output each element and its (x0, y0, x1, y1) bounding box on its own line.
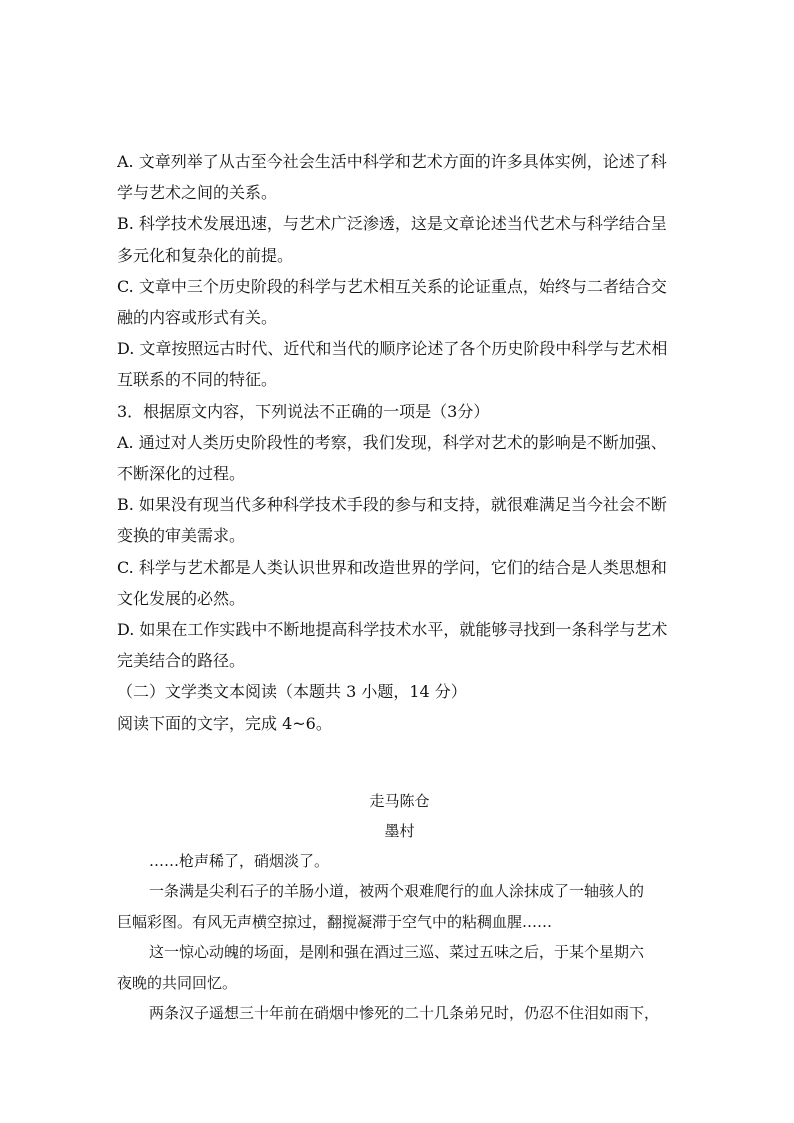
option-c-line-1: C. 文章中三个历史阶段的科学与艺术相互关系的论证重点，始终与二者结合交 (117, 276, 667, 296)
story-paragraph-3-line-2: 夜晚的共同回忆。 (117, 973, 238, 992)
q3-option-b-line-2: 变换的审美需求。 (117, 526, 246, 546)
question-3-stem: 3．根据原文内容，下列说法不正确的一项是（3分） (117, 401, 490, 421)
option-d-line-1: D. 文章按照远古时代、近代和当代的顺序论述了各个历史阶段中科学与艺术相 (117, 339, 668, 359)
story-passage (117, 786, 682, 1029)
story-paragraph-3-line-1: 这一惊心动魄的场面，是刚和强在酒过三巡、菜过五味之后，于某个星期六 (149, 943, 645, 962)
q3-option-c-line-1: C. 科学与艺术都是人类认识世界和改造世界的学问，它们的结合是人类思想和 (117, 557, 667, 577)
option-a-line-1: A. 文章列举了从古至今社会生活中科学和艺术方面的许多具体实例，论述了科 (117, 152, 667, 171)
story-paragraph-1-line-1: ……枪声稀了，硝烟淡了。 (149, 851, 330, 870)
page-content (117, 146, 682, 1029)
story-author: 墨村 (384, 821, 415, 840)
q3-option-c-line-2: 文化发展的必然。 (117, 588, 246, 608)
option-b-line-2: 多元化和复杂化的前提。 (117, 245, 294, 265)
story-paragraph-4-line-1: 两条汉子遥想三十年前在硝烟中惨死的二十几条弟兄时，仍忍不住泪如雨下， (149, 1004, 660, 1023)
q3-option-a-line-2: 不断深化的过程。 (117, 464, 246, 484)
story-title: 走马陈仓 (369, 791, 430, 810)
question-2-options (117, 146, 682, 396)
section-heading: （二）文学类文本阅读（本题共 3 小题，14 分） (117, 682, 467, 702)
q3-option-a-line-1: A. 通过对人类历史阶段性的考察，我们发现，科学对艺术的影响是不断加强、 (117, 432, 667, 452)
question-3-options (117, 427, 682, 677)
option-b-line-1: B. 科学技术发展迅速，与艺术广泛渗透，这是文章论述当代艺术与科学结合呈 (117, 214, 667, 234)
story-paragraph-2-line-1: 一条满是尖利石子的羊肠小道，被两个艰难爬行的血人涂抹成了一轴骇人的 (149, 882, 645, 901)
story-paragraph-2-line-2: 巨幅彩图。有风无声横空掠过，翻搅凝滞于空气中的粘稠血腥…… (117, 912, 553, 931)
q3-option-d-line-2: 完美结合的路径。 (117, 651, 246, 671)
q3-option-b-line-1: B. 如果没有现当代多种科学技术手段的参与和支持，就很难满足当今社会不断 (117, 495, 667, 515)
option-c-line-2: 融的内容或形式有关。 (117, 308, 278, 328)
q3-option-d-line-1: D. 如果在工作实践中不断地提高科学技术水平，就能够寻找到一条科学与艺术 (117, 620, 668, 640)
option-a-line-2: 学与艺术之间的关系。 (117, 183, 278, 203)
option-d-line-2: 互联系的不同的特征。 (117, 370, 278, 390)
reading-instruction: 阅读下面的文字，完成 4~6。 (117, 713, 332, 733)
